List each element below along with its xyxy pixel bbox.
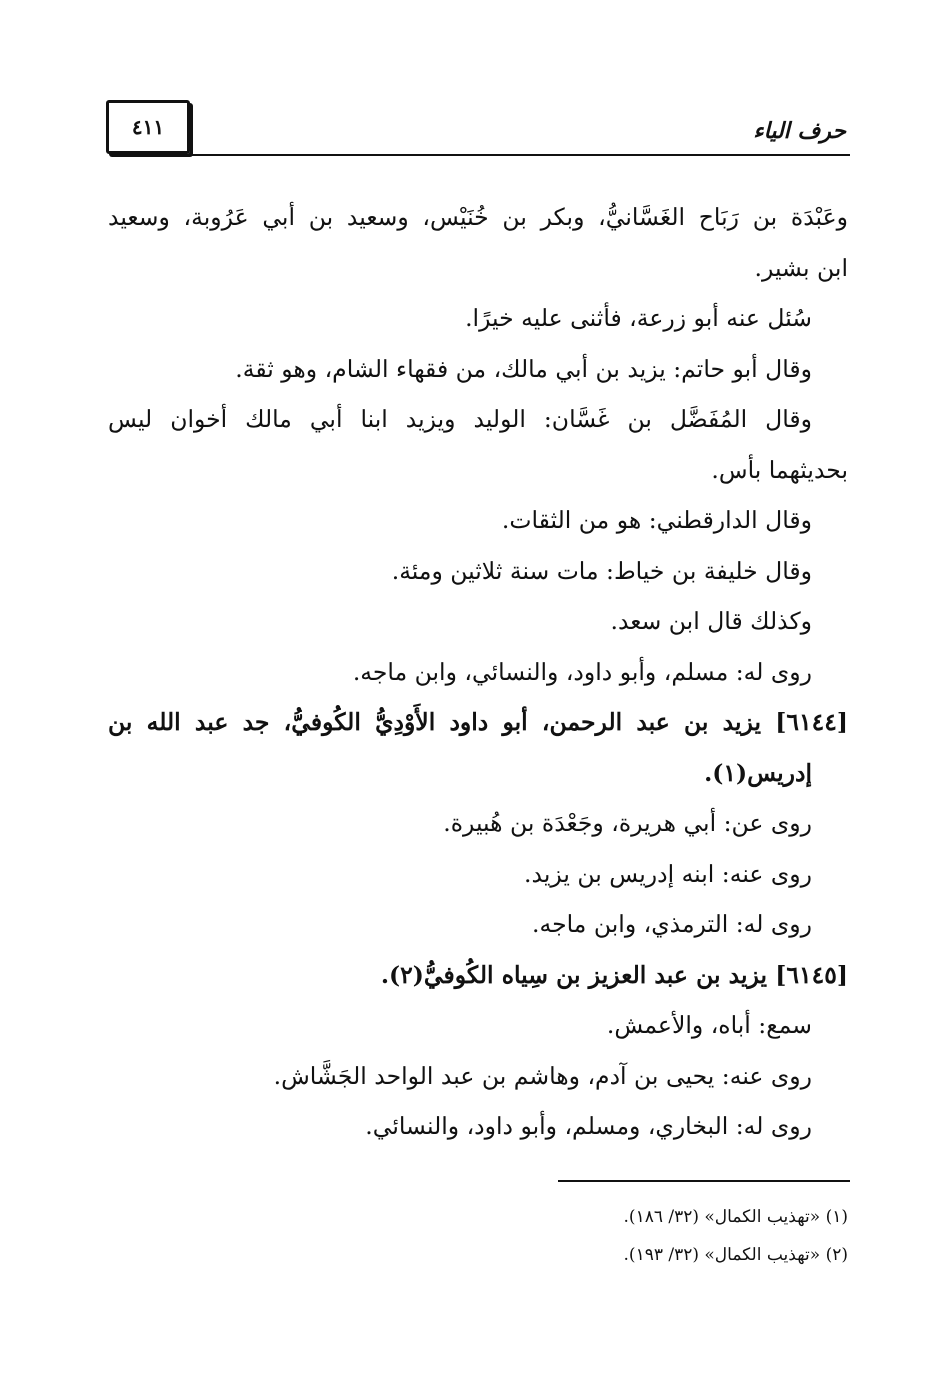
footnote-rule (558, 1180, 850, 1182)
text-line: ابن بشير. (754, 253, 848, 282)
entry-heading: [٦١٤٥] يزيد بن عبد العزيز بن سِياه الكُوفيُّ(٢). (380, 960, 848, 989)
text-line: روى عنه: ابنه إدريس بن يزيد. (524, 859, 812, 888)
text-line: وعَبْدَة بن رَبَاح الغَسَّانيُّ، وبكر بن خُنَيْس، وسعيد بن أبي عَرُوبة، وسعيد (108, 203, 848, 231)
text-line: وقال خليفة بن خياط: مات سنة ثلاثين ومئة. (391, 556, 812, 585)
text-line: روى له: الترمذي، وابن ماجه. (532, 910, 812, 938)
text-line: روى له: البخاري، ومسلم، وأبو داود، والنسائي. (365, 1112, 812, 1140)
text-line: سمع: أباه، والأعمش. (606, 1011, 812, 1039)
main-text (108, 192, 848, 1152)
text-line: وقال الدارقطني: هو من الثقات. (501, 506, 812, 534)
text-line: روى عن: أبي هريرة، وجَعْدَة بن هُبيرة. (443, 809, 812, 837)
footnote: (٢) «تهذيب الكمال» (٣٢/ ١٩٣). (623, 1245, 848, 1265)
footnote: (١) «تهذيب الكمال» (٣٢/ ١٨٦). (623, 1207, 848, 1227)
running-title: حرف الياء (753, 118, 846, 144)
text-line: سُئل عنه أبو زرعة، فأثنى عليه خيرًا. (465, 304, 812, 332)
text-line: وكذلك قال ابن سعد. (610, 607, 812, 635)
text-line: روى له: مسلم، وأبو داود، والنسائي، وابن ماجه. (352, 657, 812, 686)
entry-heading: [٦١٤٤] يزيد بن عبد الرحمن، أبو داود الأَوْدِيُّ الكُوفيُّ، جد عبد الله بن (108, 708, 848, 736)
page-number: ٤١١ (106, 100, 190, 154)
header-rule (184, 154, 850, 156)
text-line: وقال المُفَضَّل بن غَسَّان: الوليد ويزيد ابنا أبي مالك أخوان ليس (108, 405, 812, 433)
text-line: روى عنه: يحيى بن آدم، وهاشم بن عبد الواحد الجَشَّاش. (273, 1061, 812, 1090)
footnotes (488, 1198, 848, 1274)
entry-heading-continued: إدريس(١). (704, 758, 812, 787)
text-line: بحديثهما بأس. (711, 455, 848, 484)
text-line: وقال أبو حاتم: يزيد بن أبي مالك، من فقهاء الشام، وهو ثقة. (235, 354, 812, 383)
